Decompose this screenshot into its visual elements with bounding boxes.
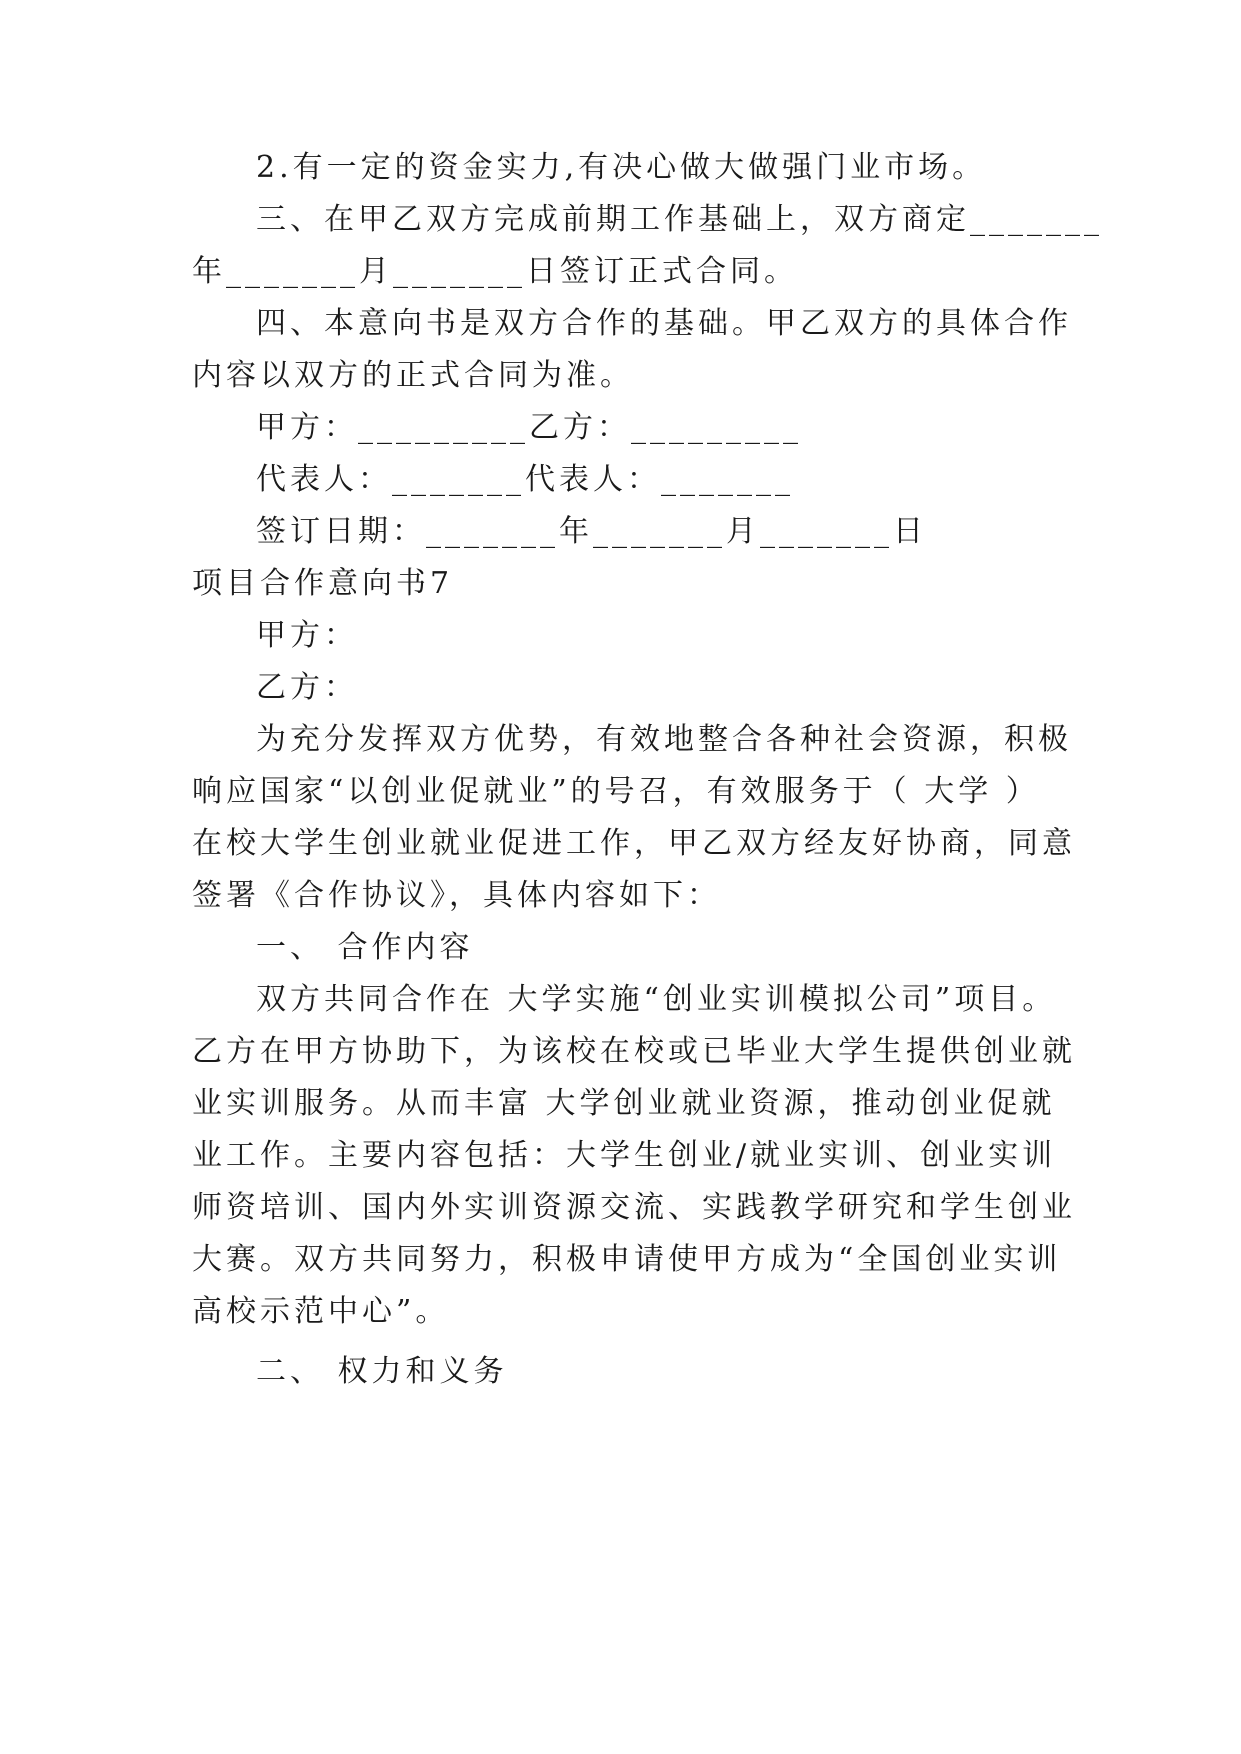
section-title: 项目合作意向书7	[192, 566, 454, 601]
paragraph-line: 三、在甲乙双方完成前期工作基础上，双方商定_______	[256, 202, 1103, 237]
paragraph-line: 大赛。双方共同努力，积极申请使甲方成为“全国创业实训	[192, 1242, 1062, 1277]
signature-representative-line: 代表人：_______代表人：_______	[256, 462, 794, 497]
party-b-label: 乙方：	[256, 670, 358, 705]
section-heading: 二、 权力和义务	[256, 1354, 508, 1389]
section-heading: 一、 合作内容	[256, 930, 474, 965]
signing-date-line: 签订日期：_______年_______月_______日	[256, 514, 927, 549]
paragraph-line: 师资培训、国内外实训资源交流、实践教学研究和学生创业	[192, 1190, 1076, 1225]
paragraph-line: 业实训服务。从而丰富 大学创业就业资源，推动创业促就	[192, 1086, 1056, 1121]
paragraph-line: 为充分发挥双方优势，有效地整合各种社会资源，积极	[256, 722, 1072, 757]
paragraph-line: 内容以双方的正式合同为准。	[192, 358, 634, 393]
signature-party-line: 甲方：_________乙方：_________	[256, 410, 802, 445]
paragraph-line: 高校示范中心”。	[192, 1294, 450, 1329]
paragraph-line: 四、本意向书是双方合作的基础。甲乙双方的具体合作	[256, 306, 1072, 341]
paragraph-line: 签署《合作协议》，具体内容如下：	[192, 878, 721, 913]
party-a-label: 甲方：	[256, 618, 358, 653]
paragraph-line: 双方共同合作在 大学实施“创业实训模拟公司”项目。	[256, 982, 1057, 1017]
paragraph-line: 在校大学生创业就业促进工作，甲乙双方经友好协商，同意	[192, 826, 1076, 861]
paragraph-line: 业工作。主要内容包括：大学生创业/就业实训、创业实训	[192, 1138, 1057, 1173]
paragraph-line: 2.有一定的资金实力,有决心做大做强门业市场。	[256, 150, 987, 185]
paragraph-line: 年_______月_______日签订正式合同。	[192, 254, 798, 289]
paragraph-line: 乙方在甲方协助下，为该校在校或已毕业大学生提供创业就	[192, 1034, 1076, 1069]
paragraph-line: 响应国家“以创业促就业”的号召，有效服务于（ 大学 ）	[192, 774, 1040, 809]
